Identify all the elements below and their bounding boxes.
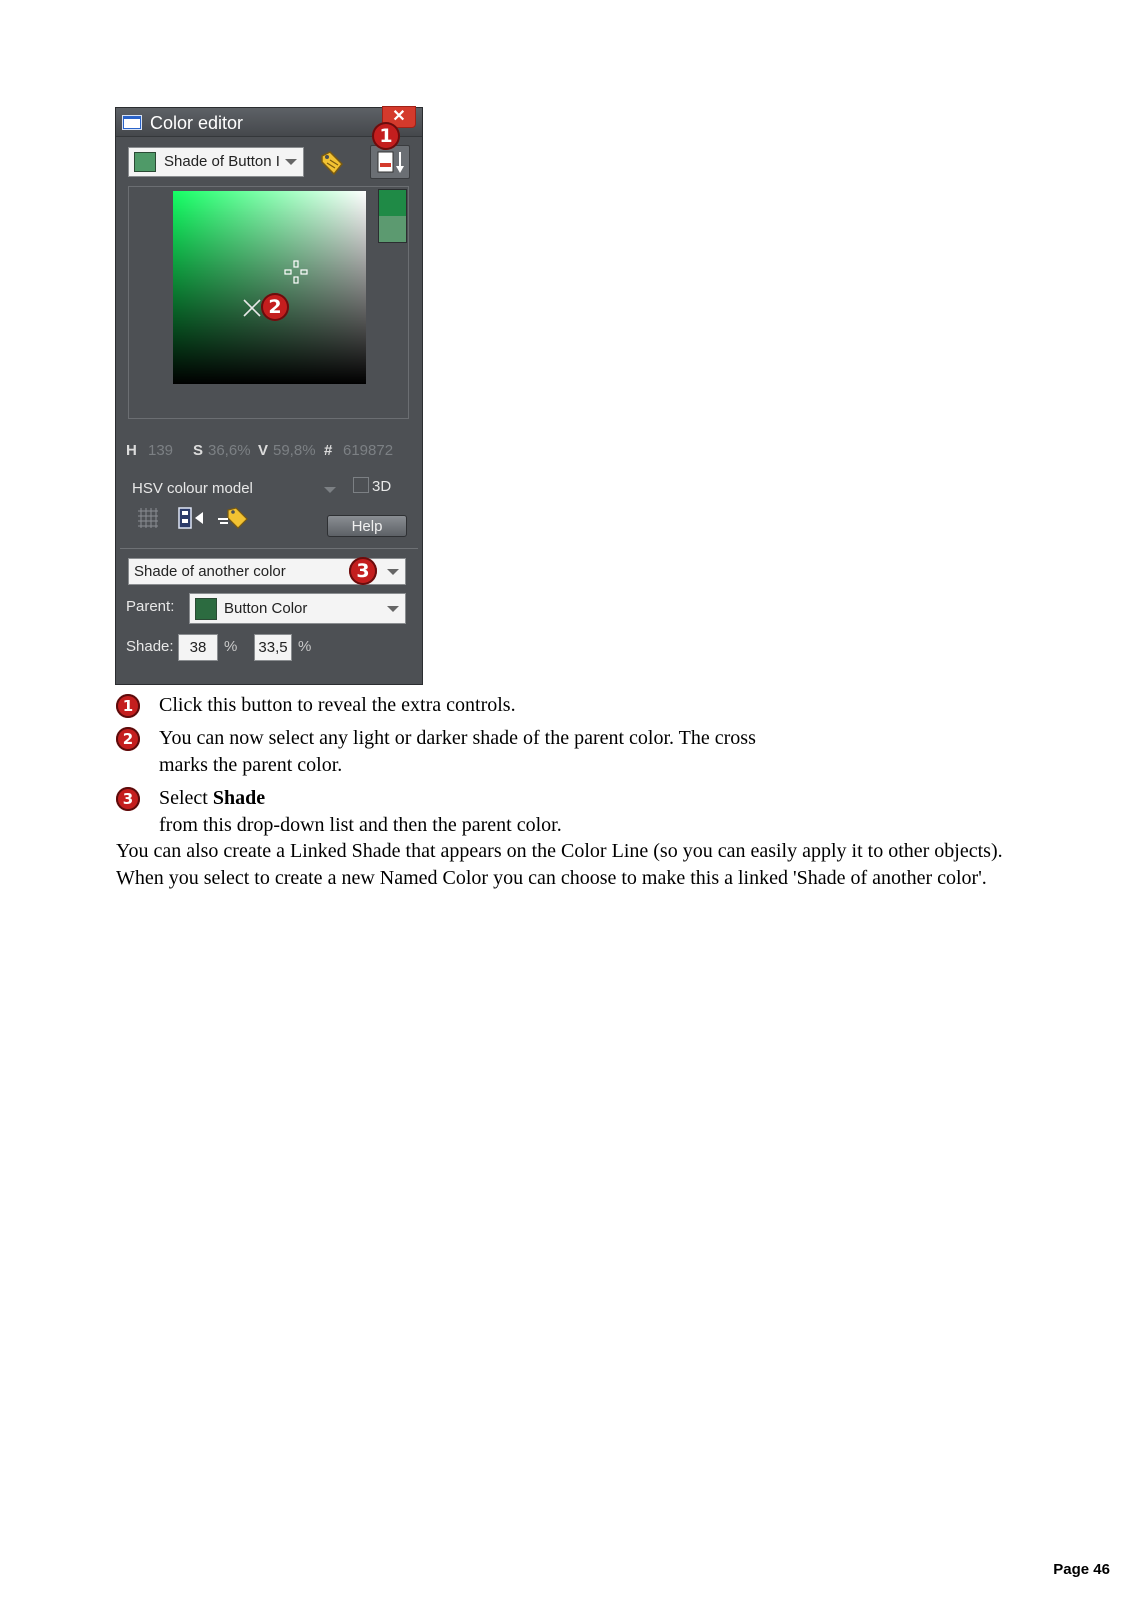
s-label: S <box>193 442 204 459</box>
color-comparison-stripes <box>378 189 407 243</box>
page-number: Page 46 <box>1053 1561 1110 1578</box>
hex-value[interactable]: 619872 <box>343 442 394 459</box>
window-icon <box>122 115 142 130</box>
color-picker-panel <box>128 186 409 419</box>
tag-add-icon[interactable] <box>216 506 250 530</box>
extra-controls-icon <box>371 146 411 180</box>
list-item-text: Click this button to reveal the extra controls. <box>159 694 516 716</box>
h-value[interactable]: 139 <box>148 442 174 459</box>
eyedropper-icon[interactable] <box>176 506 206 530</box>
saturation-value-square[interactable] <box>173 191 366 384</box>
extra-controls-button[interactable] <box>370 145 410 179</box>
help-button[interactable]: Help <box>327 515 407 537</box>
color-model-chevron-icon <box>324 487 336 493</box>
color-name-value: Shade of Button I <box>164 153 280 170</box>
parent-value: Button Color <box>224 600 308 617</box>
color-name-dropdown[interactable] <box>128 147 304 177</box>
callout-2: 2 <box>261 293 289 321</box>
number-badge-3: 3 <box>116 787 140 811</box>
chevron-down-icon <box>387 569 399 575</box>
parent-cross-icon <box>242 298 262 318</box>
threed-checkbox[interactable] <box>353 477 369 493</box>
color-swatch <box>134 152 156 172</box>
original-color-stripe <box>379 216 406 242</box>
hex-label: # <box>324 442 333 459</box>
threed-label: 3D <box>372 478 392 495</box>
callout-3: 3 <box>349 557 377 585</box>
shade-y-field[interactable]: 33,5 <box>254 634 292 661</box>
chevron-down-icon <box>285 159 297 165</box>
new-color-stripe <box>379 190 406 216</box>
shade-x-field[interactable]: 38 <box>178 634 218 661</box>
shade-x-percent: % <box>224 638 238 655</box>
dialog-title: Color editor <box>150 113 244 133</box>
color-editor-dialog <box>115 107 423 685</box>
parent-color-swatch <box>195 598 217 620</box>
shade-y-percent: % <box>298 638 312 655</box>
list-item-text: Select Shade from this drop-down list and then the parent color. <box>159 787 562 836</box>
chevron-down-icon <box>387 606 399 612</box>
callout-1: 1 <box>372 122 400 150</box>
s-value[interactable]: 36,6% <box>208 442 251 459</box>
number-badge-1: 1 <box>116 694 140 718</box>
h-label: H <box>126 442 137 459</box>
body-paragraph: You can also create a Linked Shade that appears on the Color Line (so you can easily apply it to other objects). When you select to create a new Named Color you can choose to make this a linked 'Shade of another color'. <box>116 840 1003 889</box>
v-value[interactable]: 59,8% <box>273 442 316 459</box>
close-button[interactable]: ✕ <box>382 106 416 128</box>
color-model-dropdown[interactable]: HSV colour model <box>132 480 253 497</box>
v-label: V <box>258 442 269 459</box>
shade-label: Shade: <box>126 638 174 655</box>
crosshair-icon[interactable] <box>283 259 309 285</box>
color-type-value: Shade of another color <box>134 563 286 580</box>
parent-dropdown[interactable] <box>189 593 406 624</box>
tag-icon[interactable] <box>318 150 344 176</box>
grid-icon[interactable] <box>136 506 160 530</box>
divider <box>120 548 418 549</box>
number-badge-2: 2 <box>116 727 140 751</box>
parent-label: Parent: <box>126 598 175 615</box>
list-item-text: You can now select any light or darker shade of the parent color. The cross marks the parent color. <box>159 727 756 776</box>
